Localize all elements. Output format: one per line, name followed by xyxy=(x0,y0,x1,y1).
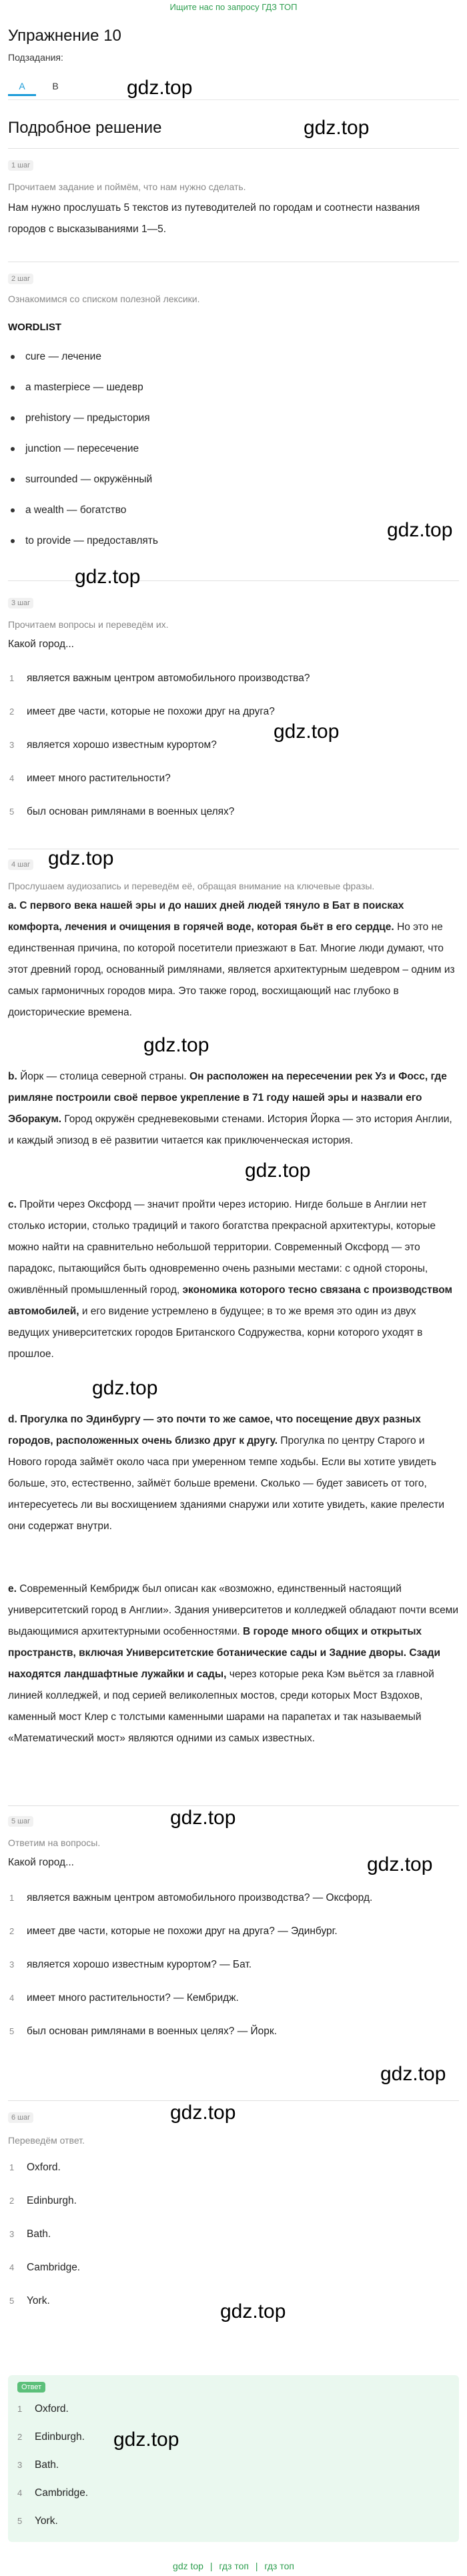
list-item xyxy=(9,795,450,829)
item-number: 3 xyxy=(17,2460,23,2470)
item-number: 3 xyxy=(9,740,15,750)
item-text: Edinburgh. xyxy=(27,2195,77,2206)
watermark: gdz.top xyxy=(170,1807,236,1829)
watermark: gdz.top xyxy=(304,117,370,139)
footer-link[interactable]: гдз топ xyxy=(264,2561,294,2571)
item-number: 1 xyxy=(9,2162,15,2172)
key-phrase: С первого века нашей эры и до наших дней людей тянуло в Бат в поисках комфорта, лечения и очищения в горячей воде, которая бьёт в его сердце. xyxy=(8,900,404,933)
step-note: Прослушаем аудиозапись и переведём её, обращая внимание на ключевые фразы. xyxy=(8,881,375,891)
answer-box xyxy=(8,2375,459,2542)
item-text: имеет две части, которые не похожи друг на друга? — Эдинбург. xyxy=(27,1925,338,1937)
wordlist xyxy=(9,342,453,556)
list-item xyxy=(9,729,450,762)
list-item xyxy=(9,662,450,695)
answer-final-list xyxy=(17,2395,444,2535)
list-item xyxy=(9,2251,450,2284)
item-number: 4 xyxy=(17,2488,23,2498)
step-note: Ознакомимся со списком полезной лексики. xyxy=(8,294,200,304)
paragraph-text: Йорк — столица северной страны. xyxy=(20,1071,187,1082)
item-text: является хорошо известным курортом? xyxy=(27,739,217,751)
paragraph-letter: e. xyxy=(8,1583,17,1595)
list-item xyxy=(9,2151,450,2184)
item-text: Cambridge. xyxy=(35,2487,89,2499)
list-item: prehistory — предыстория xyxy=(9,403,450,434)
item-number: 1 xyxy=(17,2404,23,2414)
watermark: gdz.top xyxy=(387,519,453,541)
step-lead: Какой город... xyxy=(8,1857,74,1868)
footer-separator: | xyxy=(209,2561,213,2571)
watermark: gdz.top xyxy=(48,847,114,869)
item-text: Cambridge. xyxy=(27,2262,81,2273)
step-badge: 5 шаг xyxy=(8,1816,33,1827)
watermark: gdz.top xyxy=(367,1853,433,1875)
item-text: Oxford. xyxy=(27,2162,61,2173)
list-item xyxy=(9,1915,450,1948)
item-text: является важным центром автомобильного производства? — Оксфорд. xyxy=(27,1892,373,1903)
item-text: York. xyxy=(35,2515,58,2527)
paragraph-letter: b. xyxy=(8,1071,17,1082)
question-list xyxy=(9,662,450,829)
translation-list xyxy=(9,2151,450,2318)
footer-separator: | xyxy=(255,2561,258,2571)
list-item xyxy=(9,1982,450,2015)
step-badge: 6 шаг xyxy=(8,2112,33,2123)
step-note: Ответим на вопросы. xyxy=(8,1837,101,1848)
section-title: Подробное решение xyxy=(8,119,162,137)
list-item xyxy=(17,2395,444,2423)
item-text: имеет две части, которые не похожи друг на друга? xyxy=(27,706,275,717)
tab-a[interactable]: A xyxy=(8,76,36,96)
list-item: a wealth — богатство xyxy=(9,495,450,526)
watermark: gdz.top xyxy=(143,1034,209,1056)
item-text: является хорошо известным курортом? — Бат. xyxy=(27,1959,252,1970)
watermark: gdz.top xyxy=(127,77,193,99)
list-item xyxy=(17,2423,444,2451)
list-item xyxy=(17,2479,444,2507)
page-title: Упражнение 10 xyxy=(8,27,121,45)
paragraph-d xyxy=(8,1409,459,1559)
footer-link[interactable]: гдз топ xyxy=(219,2561,249,2571)
list-item xyxy=(9,2015,450,2048)
item-text: был основан римлянами в военных целях? xyxy=(27,806,235,817)
footer-link[interactable]: gdz top xyxy=(173,2561,203,2571)
step-lead: Какой город... xyxy=(8,638,74,650)
step-note: Прочитаем вопросы и переведём их. xyxy=(8,619,169,630)
item-text: Edinburgh. xyxy=(35,2431,85,2443)
step-text: Нам нужно прослушать 5 текстов из путеводителей по городам и соотнести названия городов с высказываниями 1—5. xyxy=(8,202,420,235)
divider xyxy=(8,148,459,149)
watermark: gdz.top xyxy=(75,566,141,588)
list-item xyxy=(17,2451,444,2479)
paragraph-e xyxy=(8,1579,459,1792)
tab-b[interactable]: B xyxy=(52,81,59,91)
subtask-tabs xyxy=(8,72,459,100)
watermark: gdz.top xyxy=(170,2102,236,2124)
item-text: является важным центром автомобильного производства? xyxy=(27,673,310,684)
item-number: 5 xyxy=(9,2296,15,2306)
top-banner[interactable]: Ищите нас по запросу ГДЗ ТОП xyxy=(169,2,298,12)
wordlist-title: WORDLIST xyxy=(8,322,61,333)
watermark: gdz.top xyxy=(220,2300,286,2322)
item-text: имеет много растительности? — Кембридж. xyxy=(27,1992,239,2004)
step-note: Переведём ответ. xyxy=(8,2135,85,2146)
item-number: 2 xyxy=(9,707,15,717)
item-text: York. xyxy=(27,2295,50,2306)
list-item: a masterpiece — шедевр xyxy=(9,372,450,403)
step-badge: 4 шаг xyxy=(8,859,33,870)
item-number: 4 xyxy=(9,1993,15,2003)
paragraph-letter: a. xyxy=(8,900,17,911)
paragraph-a xyxy=(8,895,459,1045)
watermark: gdz.top xyxy=(245,1160,311,1182)
paragraph-text: Пройти через Оксфорд — значит пройти через историю. Нигде больше в Англии нет столько истории, столько традиций и такого богатства прекрасной архитектуры, которые можно найти на сравнительно небольшой территории. Современный Оксфорд — это парадокс, пытающийся быть одновременно очень разными местами: с одной стороны, оживлённый промышленный город, xyxy=(8,1199,436,1296)
item-number: 5 xyxy=(17,2516,23,2526)
paragraph-text: Но это не единственная причина, по которой посетители приезжают в Бат. Многие люди думают, что этот древний город, основанный римлянами, является архитектурным шедевром – одним из самых гармоничных городов мира. Это также город, восхищающий нас глубоко в доисторические времена. xyxy=(8,921,455,1018)
watermark: gdz.top xyxy=(92,1377,158,1399)
item-text: был основан римлянами в военных целях? — Йорк. xyxy=(27,2026,277,2037)
paragraph-text: и его видение устремлено в будущее; в то же время это один из двух ведущих университетских городов Британского Содружества, корни которого уходят в прошлое. xyxy=(8,1306,423,1360)
watermark: gdz.top xyxy=(274,721,340,743)
list-item: to provide — предоставлять xyxy=(9,526,450,556)
item-number: 2 xyxy=(17,2432,23,2442)
item-number: 4 xyxy=(9,773,15,783)
answer-label: Ответ xyxy=(17,2382,45,2393)
key-phrase: Прогулка по Эдинбургу — это почти то же самое, что посещение двух разных городов, расположенных очень близко друг к другу. xyxy=(8,1414,421,1446)
item-number: 1 xyxy=(9,1893,15,1903)
list-item xyxy=(9,1948,450,1982)
step-badge: 3 шаг xyxy=(8,598,33,608)
item-text: Bath. xyxy=(27,2228,51,2240)
paragraph-text: Современный Кембридж был описан как «возможно, единственный настоящий университетский город в Англии». Здания университетов и колледжей обладают почти всеми выдающимися архитектурными особенностями. xyxy=(8,1583,458,1637)
item-number: 2 xyxy=(9,1926,15,1936)
key-phrase: экономика которого тесно связана с производством автомобилей, xyxy=(8,1284,452,1317)
answer-list xyxy=(9,1881,450,2048)
key-phrase: В городе много общих и открытых пространств, включая Университетские ботанические сады и Задние дворы. Сзади находятся ландшафтные лужайки и сады, xyxy=(8,1626,441,1680)
item-number: 4 xyxy=(9,2262,15,2272)
list-item xyxy=(9,695,450,729)
item-text: Oxford. xyxy=(35,2403,69,2415)
item-number: 2 xyxy=(9,2196,15,2206)
list-item xyxy=(9,1881,450,1915)
list-item: surrounded — окружённый xyxy=(9,464,450,495)
divider xyxy=(8,2100,459,2101)
watermark: gdz.top xyxy=(113,2429,179,2451)
list-item xyxy=(9,2184,450,2218)
paragraph-c xyxy=(8,1194,459,1386)
paragraph-text: через которые река Кэм вьётся за главной линией колледжей, и под серией великолепных мостов, среди которых Мост Вздохов, каменный мост Клер с толстыми каменными шарами на парапетах и так называемый «Математический мост» являются одними из самых известных. xyxy=(8,1669,434,1744)
key-phrase: Он расположен на пересечении рек Уз и Фосс, где римляне построили своё первое укрепление в 71 году нашей эры и назвали его Эборакум. xyxy=(8,1071,447,1125)
paragraph-b xyxy=(8,1066,459,1173)
paragraph-letter: d. xyxy=(8,1414,17,1425)
paragraph-text: Город окружён средневековыми стенами. История Йорка — это история Англии, и каждый эпизод в её развитии читается как приключенческая история. xyxy=(8,1114,452,1146)
paragraph-letter: c. xyxy=(8,1199,17,1210)
item-number: 5 xyxy=(9,2026,15,2036)
item-number: 3 xyxy=(9,1960,15,1970)
item-number: 5 xyxy=(9,807,15,817)
item-text: имеет много растительности? xyxy=(27,773,171,784)
step-note: Прочитаем задание и поймём, что нам нужно сделать. xyxy=(8,181,246,192)
subtasks-label: Подзадания: xyxy=(8,52,63,63)
divider xyxy=(8,1805,459,1806)
footer-links xyxy=(0,2561,467,2571)
step-badge: 1 шаг xyxy=(8,160,33,171)
item-text: Bath. xyxy=(35,2459,59,2471)
list-item xyxy=(17,2507,444,2535)
list-item xyxy=(9,762,450,795)
list-item: cure — лечение xyxy=(9,342,450,372)
item-number: 1 xyxy=(9,673,15,683)
step-badge: 2 шаг xyxy=(8,274,33,284)
item-number: 3 xyxy=(9,2229,15,2239)
watermark: gdz.top xyxy=(380,2063,446,2085)
list-item: junction — пересечение xyxy=(9,434,450,464)
list-item xyxy=(9,2218,450,2251)
paragraph-text: Прогулка по центру Старого и Нового города займёт около часа при умеренном темпе ходьбы. Если вы хотите увидеть больше, это, естественно, займёт больше времени. Сколько — будет зависеть от того, интересуетесь ли вы восхищением зданиями снаружи или хотите увидеть, какие прелести они содержат внутри. xyxy=(8,1435,445,1532)
